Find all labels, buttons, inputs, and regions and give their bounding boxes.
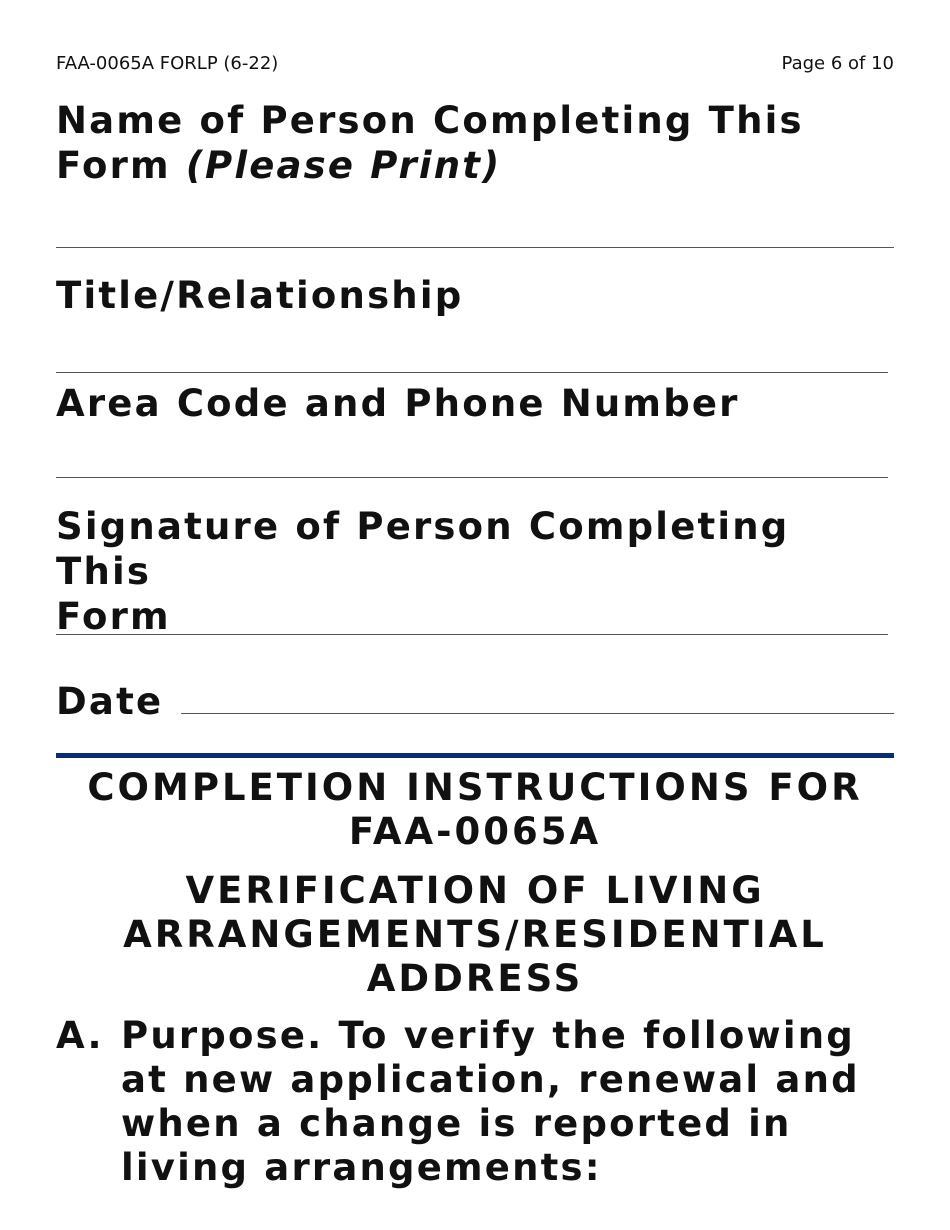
section-a-line1: Purpose. To verify the following <box>121 1014 855 1057</box>
signature-entry-line[interactable] <box>56 634 888 635</box>
date-entry-line[interactable] <box>181 713 894 714</box>
section-a-marker: A. <box>56 1014 104 1057</box>
signature-label-line2: Form <box>56 595 171 638</box>
please-print-note: (Please Print) <box>185 144 502 187</box>
section-a-text <box>56 1014 894 1190</box>
date-field-label: Date <box>56 680 164 723</box>
name-label-form-word: Form <box>56 144 186 187</box>
instructions-title <box>56 766 894 854</box>
instructions-subtitle-line2: ARRANGEMENTS/RESIDENTIAL <box>123 913 827 956</box>
phone-field-label: Area Code and Phone Number <box>56 382 740 425</box>
form-page <box>56 0 894 1230</box>
section-a-line3: when a change is reported in <box>121 1102 792 1145</box>
signature-field-label <box>56 504 894 639</box>
form-id: FAA-0065A FORLP (6-22) <box>56 53 279 74</box>
page-number: Page 6 of 10 <box>781 53 894 74</box>
instructions-title-line2: FAA-0065A <box>348 810 602 853</box>
name-label-line2 <box>56 143 804 188</box>
instructions-subtitle-line3: ADDRESS <box>366 957 584 1000</box>
instructions-title-line1: COMPLETION INSTRUCTIONS FOR <box>87 766 863 809</box>
signature-label-line1: Signature of Person Completing This <box>56 505 790 593</box>
section-divider <box>56 753 894 758</box>
name-entry-line[interactable] <box>56 247 894 248</box>
section-a-purpose <box>56 1014 894 1190</box>
phone-entry-line[interactable] <box>56 477 888 478</box>
title-field-label: Title/Relationship <box>56 274 464 317</box>
instructions-subtitle-line1: VERIFICATION OF LIVING <box>185 869 765 912</box>
section-a-line4: living arrangements: <box>121 1146 602 1189</box>
name-label-line1: Name of Person Completing This <box>56 99 804 142</box>
title-entry-line[interactable] <box>56 372 888 373</box>
name-field-label <box>56 98 804 188</box>
instructions-subtitle <box>56 869 894 1001</box>
section-a-line2: at new application, renewal and <box>121 1058 860 1101</box>
